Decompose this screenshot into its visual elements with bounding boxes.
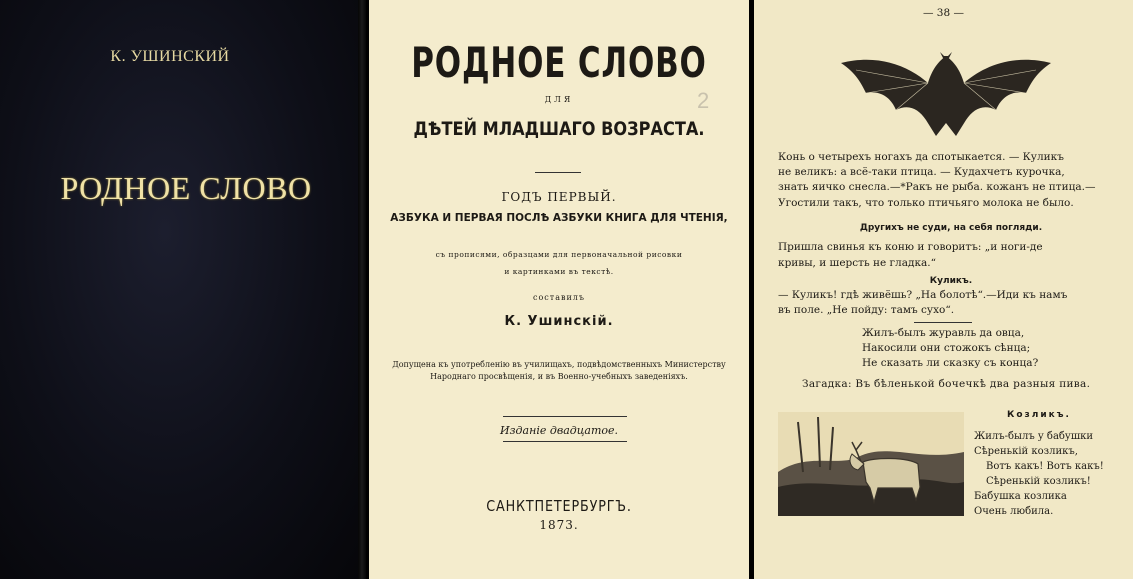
proverb-line-4: Угостили такъ, что только птичьяго молока не было. <box>778 197 1074 209</box>
title-page-city: САНКТПЕТЕРБУРГЪ. <box>486 497 632 515</box>
title-page-approval-line-1: Допущена къ употребленію въ училищахъ, подвѣдомственныхъ Министерству <box>392 360 726 369</box>
title-page-sostavil: составилъ <box>533 293 585 302</box>
pig-line-2: кривы, и шерсть не гладка.“ <box>778 257 936 269</box>
section-divider <box>914 322 972 323</box>
kozlik-line-1: Жилъ-былъ у бабушки <box>974 431 1094 442</box>
title-page <box>369 0 749 579</box>
edition-rule-top <box>503 416 627 417</box>
page-38 <box>754 0 1133 579</box>
proverb-line-2: не великъ: а всё-таки птица. — Кудахчетъ курочка, <box>778 166 1065 178</box>
title-page-subtitle: ДѢТЕЙ МЛАДШАГО ВОЗРАСТА. <box>413 118 705 140</box>
bat-illustration <box>836 38 1056 138</box>
proverb-line-3: знать яичко снесла.—*Ракъ не рыба. кожанъ не птица.— <box>778 181 1096 193</box>
poem-line-1: Жилъ-былъ журавль да овца, <box>862 327 1025 339</box>
kozlik-line-4: Сѣренькій козликъ! <box>986 476 1091 487</box>
title-page-approval-line-2: Народнаго просвѣщенія, и въ Военно-учебныхъ заведеніяхъ. <box>430 372 688 381</box>
title-page-date: 1873. <box>539 518 579 532</box>
margin-pencil-mark: 2 <box>697 88 710 113</box>
kulik-line-1: — Куликъ! гдѣ живёшь? „На болотѣ“.—Иди къ намъ <box>778 289 1068 301</box>
goat-illustration <box>778 412 964 516</box>
cover-spine-edge <box>358 0 366 579</box>
pig-line-1: Пришла свинья къ коню и говоритъ: „и ноги-де <box>778 241 1043 253</box>
poem-line-2: Накосили они стожокъ сѣнца; <box>862 342 1031 354</box>
cover-title: РОДНОЕ СЛОВО <box>60 170 312 206</box>
proverb-line-1: Конь о четырехъ ногахъ да спотыкается. — Куликъ <box>778 151 1064 163</box>
title-page-author: К. Ушинскій. <box>504 314 614 329</box>
heading-kulik: Куликъ. <box>929 276 973 286</box>
title-divider-rule <box>535 172 581 173</box>
title-page-title: РОДНОЕ СЛОВО <box>411 38 707 87</box>
title-page-propisi: съ прописями, образцами для первоначальной рисовки <box>435 250 683 259</box>
heading-kozlik: Козликъ. <box>1007 410 1071 420</box>
kulik-line-2: въ поле. „Не пойду: тамъ сухо“. <box>778 304 955 316</box>
title-page-edition: Изданіе двадцатое. <box>499 424 619 437</box>
riddle: Загадка: Въ бѣленькой бочечкѣ два разныя пива. <box>802 378 1091 390</box>
title-page-azbuka: АЗБУКА И ПЕРВАЯ ПОСЛѢ АЗБУКИ КНИГА ДЛЯ ЧТЕНІЯ, <box>390 212 728 224</box>
kozlik-line-6: Очень любила. <box>974 506 1054 517</box>
title-page-kartinki: и картинками въ текстѣ. <box>504 267 614 276</box>
page-number: — 38 — <box>922 7 965 19</box>
cover-author: К. УШИНСКИЙ <box>110 48 230 65</box>
poem-line-3: Не сказать ли сказку съ конца? <box>862 357 1039 369</box>
edition-rule-bottom <box>503 441 627 442</box>
kozlik-line-5: Бабушка козлика <box>974 491 1067 502</box>
title-page-year: ГОДЪ ПЕРВЫЙ. <box>501 190 617 204</box>
title-page-dlya: ДЛЯ <box>544 95 574 104</box>
kozlik-line-3: Вотъ какъ! Вотъ какъ! <box>986 461 1104 472</box>
kozlik-line-2: Сѣренькій козликъ, <box>974 446 1078 457</box>
heading-drugikh: Другихъ не суди, на себя погляди. <box>859 223 1043 233</box>
book-cover <box>0 0 366 579</box>
